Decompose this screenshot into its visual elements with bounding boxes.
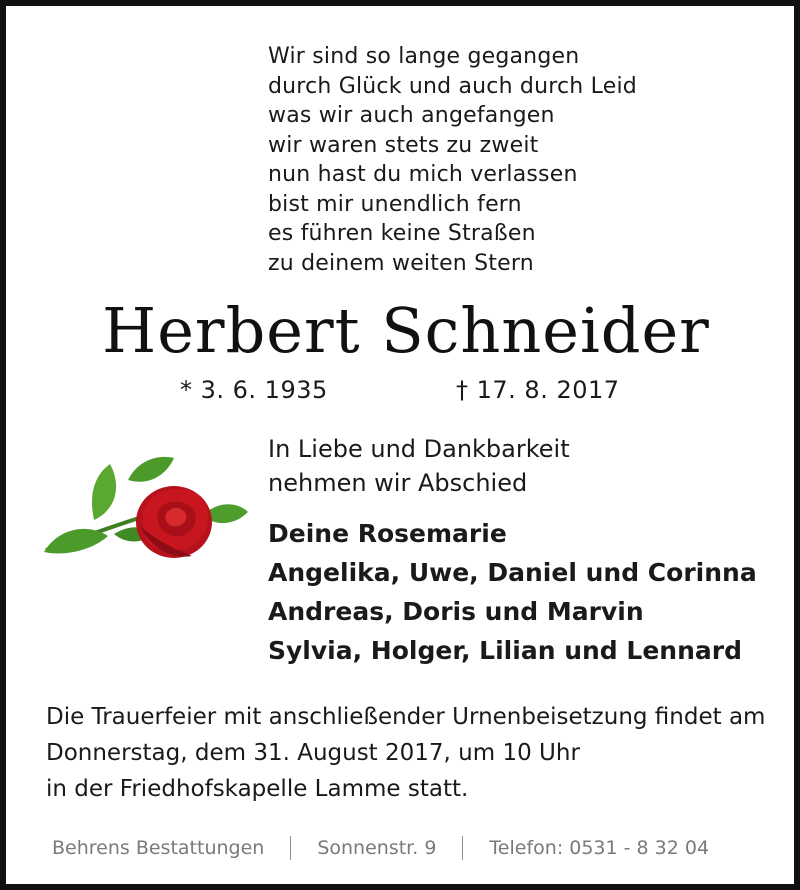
funeral-home-phone: Telefon: 0531 - 8 32 04 xyxy=(489,837,710,859)
ceremony-line: Die Trauerfeier mit anschließender Urnenbeisetzung findet am xyxy=(46,704,766,730)
funeral-home-address: Sonnenstr. 9 xyxy=(317,837,437,859)
ceremony-info xyxy=(46,699,765,807)
poem-line: bist mir unendlich fern xyxy=(268,191,522,217)
family-list xyxy=(268,514,757,670)
poem-line: durch Glück und auch durch Leid xyxy=(268,73,637,99)
footer-divider xyxy=(462,836,463,860)
deceased-name: Herbert Schneider xyxy=(102,294,710,367)
footer-divider xyxy=(290,836,291,860)
family-line: Sylvia, Holger, Lilian und Lennard xyxy=(268,636,742,665)
farewell-text xyxy=(268,432,570,500)
poem-line: was wir auch angefangen xyxy=(268,103,555,128)
family-line: Andreas, Doris und Marvin xyxy=(268,597,644,626)
poem-line: Wir sind so lange gegangen xyxy=(268,44,580,69)
farewell-line: nehmen wir Abschied xyxy=(268,469,528,497)
poem-line: zu deinem weiten Stern xyxy=(268,250,534,276)
footer xyxy=(52,836,709,860)
rose-icon xyxy=(42,456,252,566)
ceremony-line: in der Friedhofskapelle Lamme statt. xyxy=(46,776,469,802)
farewell-line: In Liebe und Dankbarkeit xyxy=(268,435,570,463)
poem-line: wir waren stets zu zweit xyxy=(268,132,539,158)
family-line: Deine Rosemarie xyxy=(268,519,507,548)
family-line: Angelika, Uwe, Daniel und Corinna xyxy=(268,558,757,587)
death-date: † 17. 8. 2017 xyxy=(456,376,620,404)
poem-line: es führen keine Straßen xyxy=(268,221,536,246)
funeral-home-name: Behrens Bestattungen xyxy=(52,837,265,859)
poem-line: nun hast du mich verlassen xyxy=(268,162,578,187)
ceremony-line: Donnerstag, dem 31. August 2017, um 10 Uhr xyxy=(46,740,580,766)
birth-date: * 3. 6. 1935 xyxy=(180,376,328,404)
poem xyxy=(268,42,637,278)
